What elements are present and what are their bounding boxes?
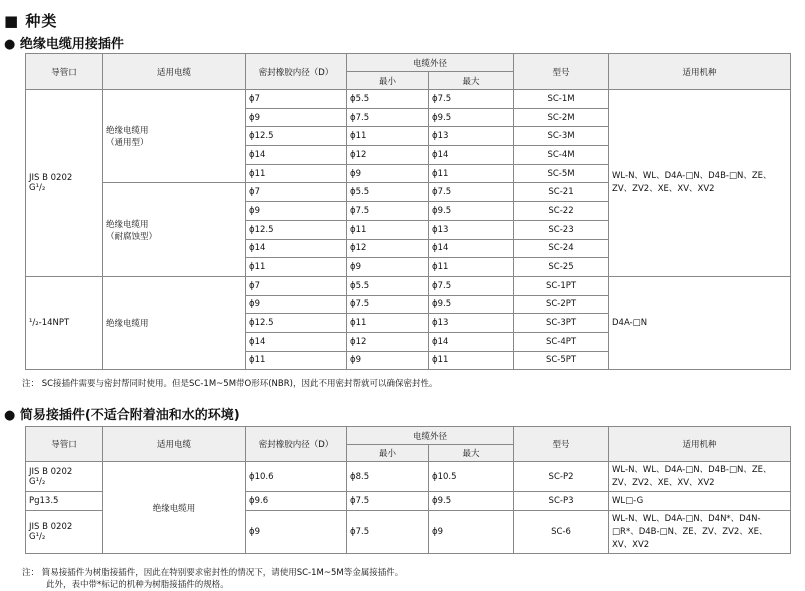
port-cell: Pg13.5 [26, 492, 103, 511]
seal-cell: ϕ14 [246, 332, 347, 351]
port-cell [26, 511, 103, 554]
max-cell: ϕ13 [429, 220, 514, 239]
max-cell: ϕ11 [429, 351, 514, 370]
model-cell: SC-25 [514, 258, 609, 277]
simple-connector-table [25, 426, 791, 554]
section2-note-2: 此外，表中带*标记的机种为树脂接插件的规格。 [46, 580, 229, 590]
seal-cell: ϕ12.5 [246, 314, 347, 333]
min-cell: ϕ7.5 [347, 492, 429, 511]
model-cell: SC-P2 [514, 462, 609, 492]
header-model: 型号 [514, 54, 609, 90]
seal-cell: ϕ9 [246, 295, 347, 314]
seal-cell: ϕ14 [246, 146, 347, 165]
machine-cell: D4A-□N [609, 276, 791, 369]
cable-cell [103, 90, 246, 183]
header-model: 型号 [514, 427, 609, 462]
port-text: G¹/₂ [29, 476, 46, 487]
section2-heading: ● 简易接插件(不适合附着油和水的环境) [4, 408, 240, 423]
min-cell: ϕ5.5 [347, 90, 429, 109]
header-machine: 适用机种 [609, 54, 791, 90]
machine-cell: WL-N、WL、D4A-□N、D4N*、D4N-□R*、D4B-□N、ZE、ZV、ZV2、XE、XV、XV2 [609, 511, 791, 554]
max-cell: ϕ13 [429, 314, 514, 333]
header-machine: 适用机种 [609, 427, 791, 462]
model-cell: SC-6 [514, 511, 609, 554]
min-cell: ϕ9 [347, 258, 429, 277]
port-cell [26, 90, 103, 277]
min-cell: ϕ12 [347, 332, 429, 351]
cable-text: （耐腐蚀型） [106, 231, 158, 242]
model-cell: SC-5PT [514, 351, 609, 370]
seal-cell: ϕ11 [246, 164, 347, 183]
seal-cell: ϕ9 [246, 202, 347, 221]
max-cell: ϕ14 [429, 332, 514, 351]
model-cell: SC-21 [514, 183, 609, 202]
header-seal: 密封橡胶内径（D） [246, 427, 347, 462]
section2-note-1: 注： 简易接插件为树脂接插件，因此在特别要求密封性的情况下，请使用SC-1M~5M等金属接插件。 [22, 568, 404, 578]
machine-cell: WL-N、WL、D4A-□N、D4B-□N、ZE、ZV、ZV2、XE、XV、XV2 [609, 90, 791, 277]
port-text: JIS B 0202 [29, 522, 73, 532]
min-cell: ϕ9 [347, 351, 429, 370]
seal-cell: ϕ12.5 [246, 127, 347, 146]
model-cell: SC-24 [514, 239, 609, 258]
cable-text: （通用型） [106, 138, 149, 149]
machine-cell: WL□-G [609, 492, 791, 511]
port-text: G¹/₂ [29, 182, 46, 193]
seal-cell: ϕ9 [246, 511, 347, 554]
model-cell: SC-22 [514, 202, 609, 221]
table-row [26, 276, 791, 295]
max-cell: ϕ14 [429, 146, 514, 165]
header-max: 最大 [429, 445, 514, 462]
header-outer: 电缆外径 [347, 427, 514, 445]
max-cell: ϕ9.5 [429, 108, 514, 127]
header-seal: 密封橡胶内径（D） [246, 54, 347, 90]
min-cell: ϕ9 [347, 164, 429, 183]
model-cell: SC-1PT [514, 276, 609, 295]
model-cell: SC-4PT [514, 332, 609, 351]
max-cell: ϕ9.5 [429, 202, 514, 221]
max-cell: ϕ7.5 [429, 90, 514, 109]
cable-text: 绝缘电缆用 [106, 126, 149, 137]
cable-cell: 绝缘电缆用 [103, 462, 246, 554]
min-cell: ϕ7.5 [347, 202, 429, 221]
cable-cell [103, 183, 246, 276]
port-cell [26, 462, 103, 492]
min-cell: ϕ12 [347, 239, 429, 258]
seal-cell: ϕ7 [246, 183, 347, 202]
model-cell: SC-3PT [514, 314, 609, 333]
cable-cell: 绝缘电缆用 [103, 276, 246, 369]
cable-text: 绝缘电缆用 [106, 219, 149, 230]
seal-cell: ϕ9 [246, 108, 347, 127]
header-cable: 适用电缆 [103, 54, 246, 90]
min-cell: ϕ8.5 [347, 462, 429, 492]
seal-cell: ϕ14 [246, 239, 347, 258]
max-cell: ϕ9.5 [429, 295, 514, 314]
model-cell: SC-2PT [514, 295, 609, 314]
header-port: 导管口 [26, 54, 103, 90]
model-cell: SC-4M [514, 146, 609, 165]
port-text: JIS B 0202 [29, 466, 73, 477]
section1-heading: ● 绝缘电缆用接插件 [4, 37, 124, 52]
header-max: 最大 [429, 72, 514, 90]
seal-cell: ϕ10.6 [246, 462, 347, 492]
insulated-cable-connector-table [25, 53, 791, 370]
machine-cell: WL-N、WL、D4A-□N、D4B-□N、ZE、ZV、ZV2、XE、XV、XV2 [609, 462, 791, 492]
header-outer: 电缆外径 [347, 54, 514, 72]
table-row [26, 462, 791, 492]
header-port: 导管口 [26, 427, 103, 462]
max-cell: ϕ10.5 [429, 462, 514, 492]
max-cell: ϕ7.5 [429, 183, 514, 202]
header-min: 最小 [347, 72, 429, 90]
seal-cell: ϕ7 [246, 90, 347, 109]
header-min: 最小 [347, 445, 429, 462]
min-cell: ϕ11 [347, 127, 429, 146]
table-row [26, 90, 791, 109]
seal-cell: ϕ9.6 [246, 492, 347, 511]
min-cell: ϕ5.5 [347, 276, 429, 295]
seal-cell: ϕ11 [246, 258, 347, 277]
min-cell: ϕ5.5 [347, 183, 429, 202]
max-cell: ϕ13 [429, 127, 514, 146]
model-cell: SC-23 [514, 220, 609, 239]
model-cell: SC-P3 [514, 492, 609, 511]
header-cable: 适用电缆 [103, 427, 246, 462]
min-cell: ϕ11 [347, 220, 429, 239]
section1-note: 注： SC接插件需要与密封帮同时使用。但是SC-1M~5M带O形环(NBR)，因此不用密封帮就可以确保密封性。 [22, 379, 438, 389]
model-cell: SC-1M [514, 90, 609, 109]
min-cell: ϕ7.5 [347, 511, 429, 554]
seal-cell: ϕ7 [246, 276, 347, 295]
page-title: ■ 种类 [4, 12, 58, 30]
min-cell: ϕ7.5 [347, 108, 429, 127]
max-cell: ϕ11 [429, 258, 514, 277]
port-cell: ¹/₂-14NPT [26, 276, 103, 369]
model-cell: SC-5M [514, 164, 609, 183]
max-cell: ϕ9.5 [429, 492, 514, 511]
min-cell: ϕ12 [347, 146, 429, 165]
port-text: JIS B 0202 [29, 172, 73, 183]
seal-cell: ϕ11 [246, 351, 347, 370]
port-text: G¹/₂ [29, 532, 46, 542]
model-cell: SC-3M [514, 127, 609, 146]
min-cell: ϕ11 [347, 314, 429, 333]
max-cell: ϕ9 [429, 511, 514, 554]
min-cell: ϕ7.5 [347, 295, 429, 314]
max-cell: ϕ7.5 [429, 276, 514, 295]
max-cell: ϕ14 [429, 239, 514, 258]
model-cell: SC-2M [514, 108, 609, 127]
seal-cell: ϕ12.5 [246, 220, 347, 239]
max-cell: ϕ11 [429, 164, 514, 183]
